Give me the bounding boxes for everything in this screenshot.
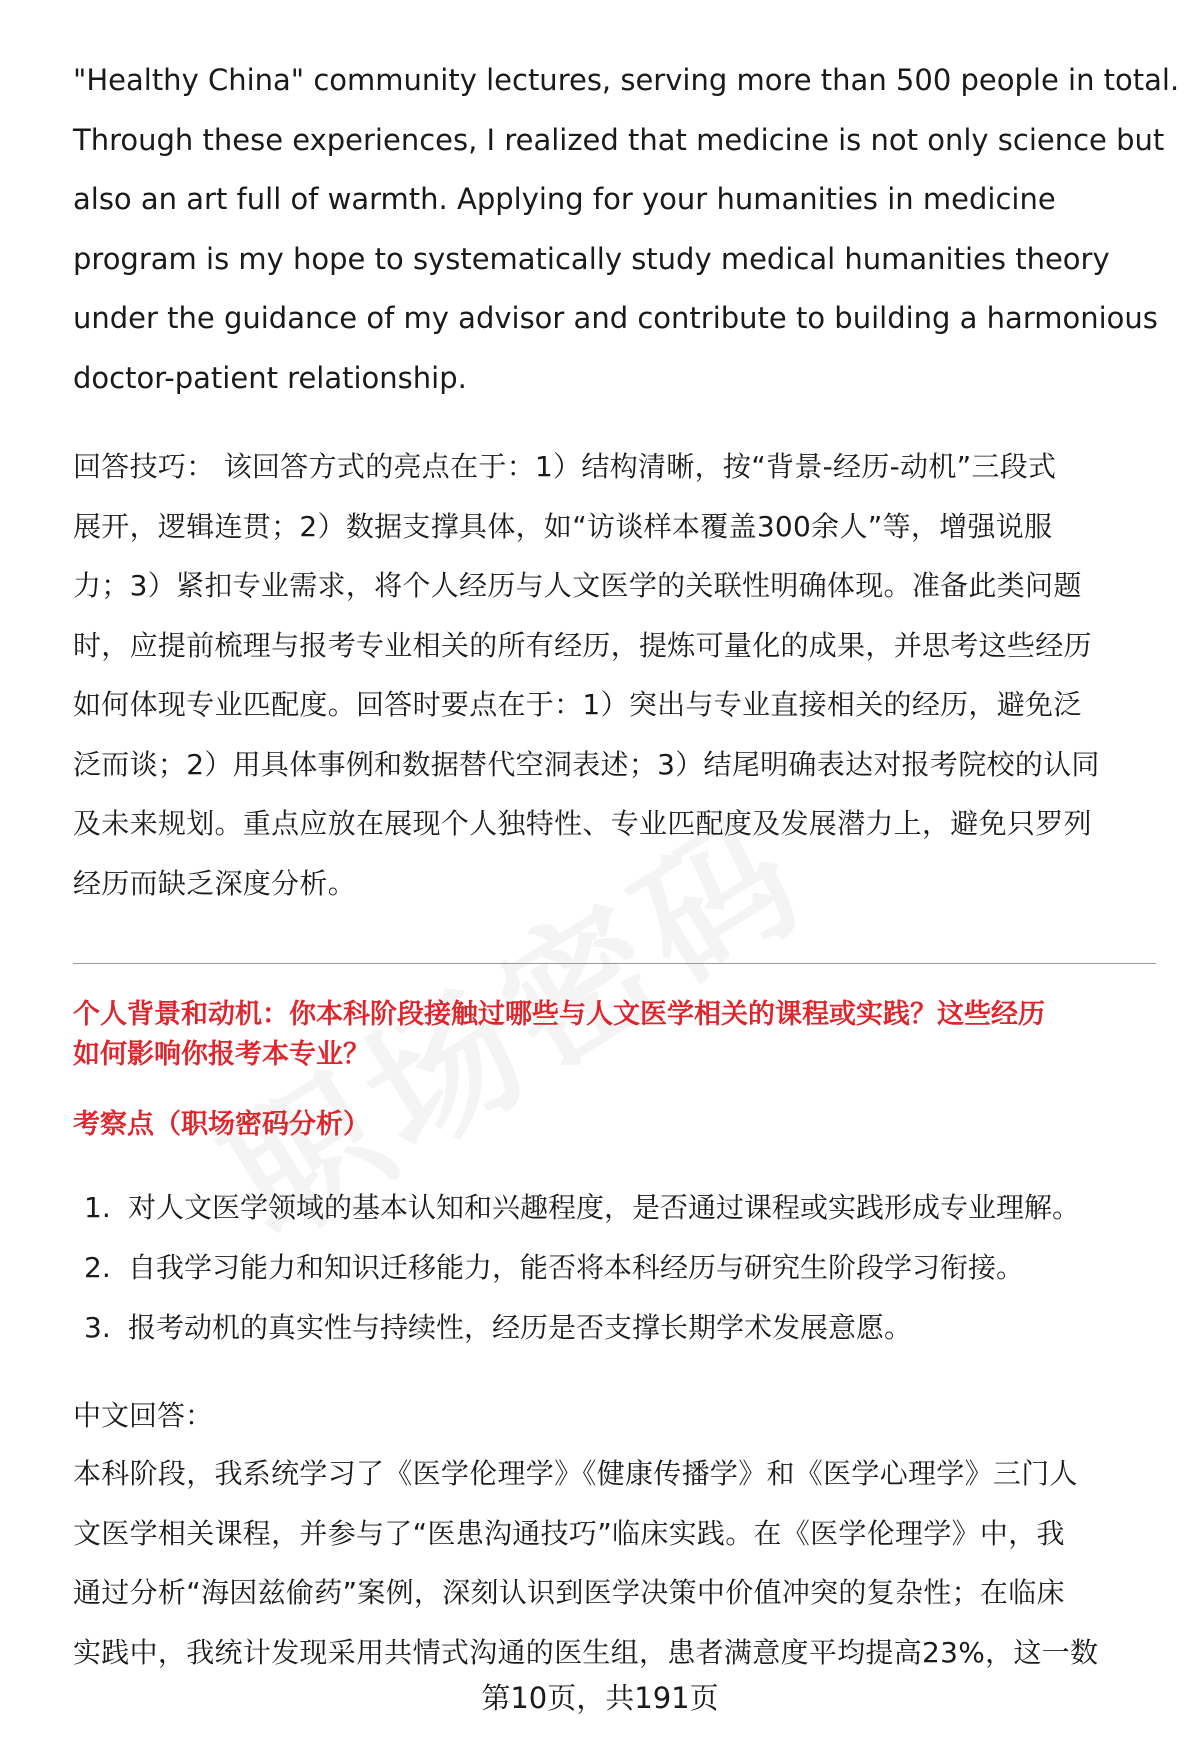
english-answer-paragraph xyxy=(73,51,1180,408)
list-item xyxy=(84,1178,1080,1238)
focus-points-heading: 考察点（职场密码分析） xyxy=(73,1109,370,1140)
text-line: 泛而谈；2）用具体事例和数据替代空洞表述；3）结尾明确表达对报考院校的认同 xyxy=(73,747,1100,781)
text-line: Through these experiences, I realized that medicine is not only science but xyxy=(73,122,1165,157)
text-line: 及未来规划。重点应放在展现个人独特性、专业匹配度及发展潜力上，避免只罗列 xyxy=(73,807,1092,840)
text-line: program is my hope to systematically study medical humanities theory xyxy=(73,241,1110,276)
text-line: 展开，逻辑连贯；2）数据支撑具体，如“访谈样本覆盖300余人”等，增强说服 xyxy=(73,509,1053,543)
list-item xyxy=(84,1298,1080,1358)
chinese-answer-label: 中文回答： xyxy=(73,1399,214,1432)
text-line: 文医学相关课程，并参与了“医患沟通技巧”临床实践。在《医学伦理学》中，我 xyxy=(73,1516,1065,1550)
answer-tips-paragraph xyxy=(73,437,1153,913)
text-line: doctor-patient relationship. xyxy=(73,360,467,395)
list-item-text: 自我学习能力和知识迁移能力，能否将本科经历与研究生阶段学习衔接。 xyxy=(128,1251,1025,1284)
text-line: 时，应提前梳理与报考专业相关的所有经历，提炼可量化的成果，并思考这些经历 xyxy=(73,628,1092,662)
list-item-text: 对人文医学领域的基本认知和兴趣程度，是否通过课程或实践形成专业理解。 xyxy=(128,1191,1081,1224)
text-line: 实践中，我统计发现采用共情式沟通的医生组，患者满意度平均提高23%，这一数 xyxy=(73,1635,1099,1669)
question-title xyxy=(73,995,1158,1075)
text-line: 本科阶段，我系统学习了《医学伦理学》《健康传播学》和《医学心理学》三门人 xyxy=(73,1457,1078,1490)
text-line: "Healthy China" community lectures, serving more than 500 people in total. xyxy=(73,63,1180,97)
text-line: also an art full of warmth. Applying for your humanities in medicine xyxy=(73,182,1056,216)
chinese-answer-paragraph xyxy=(73,1444,1153,1682)
text-line: 回答技巧： 该回答方式的亮点在于：1）结构清晰，按“背景-经历-动机”三段式 xyxy=(73,450,1057,483)
list-number: 2. xyxy=(84,1251,111,1284)
text-line: 力；3）紧扣专业需求，将个人经历与人文医学的关联性明确体现。准备此类问题 xyxy=(73,569,1082,602)
section-divider xyxy=(73,963,1156,964)
text-line: 通过分析“海因兹偷药”案例，深刻认识到医学决策中价值冲突的复杂性；在临床 xyxy=(73,1576,1065,1609)
text-line: under the guidance of my advisor and contribute to building a harmonious xyxy=(73,301,1158,335)
question-title-line: 个人背景和动机：你本科阶段接触过哪些与人文医学相关的课程或实践？这些经历 xyxy=(73,999,1045,1030)
list-item-text: 报考动机的真实性与持续性，经历是否支撑长期学术发展意愿。 xyxy=(128,1311,913,1344)
list-number: 3. xyxy=(84,1311,111,1344)
text-line: 如何体现专业匹配度。回答时要点在于：1）突出与专业直接相关的经历，避免泛 xyxy=(73,688,1082,721)
question-title-line: 如何影响你报考本专业？ xyxy=(73,1039,370,1070)
list-item xyxy=(84,1238,1080,1298)
list-number: 1. xyxy=(84,1191,111,1224)
focus-points-list xyxy=(84,1178,1080,1358)
text-line: 经历而缺乏深度分析。 xyxy=(73,866,357,900)
page-number-footer: 第10页，共191页 xyxy=(481,1681,719,1715)
